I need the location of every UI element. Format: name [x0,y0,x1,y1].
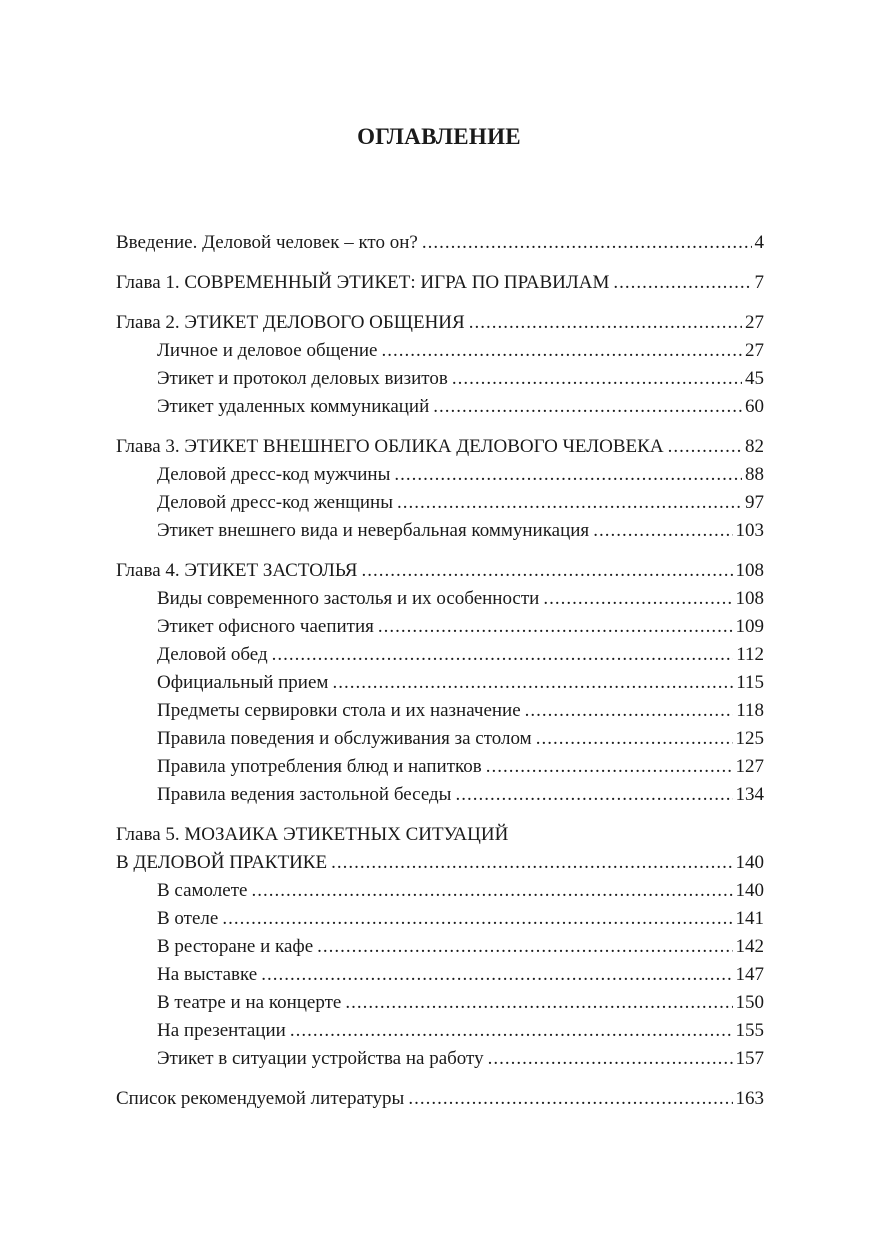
toc-entry-section[interactable] [116,725,764,753]
toc-entry-section[interactable] [116,781,764,809]
dot-leader [469,309,742,337]
toc-entry-section[interactable] [116,933,764,961]
toc-entry-label: Деловой обед [157,644,268,665]
dot-leader [261,961,732,989]
page-title: ОГЛАВЛЕНИЕ [357,124,521,149]
toc-entry-bibliography[interactable] [116,1085,764,1113]
toc-page-number: 125 [735,728,764,749]
dot-leader [397,489,742,517]
toc-entry-label-line-1: Глава 5. МОЗАИКА ЭТИКЕТНЫХ СИТУАЦИЙ [116,824,509,845]
toc-entry-label: В отеле [157,908,219,929]
toc-entry-section[interactable] [116,905,764,933]
toc-entry-label: На презентации [157,1020,286,1041]
dot-leader [361,557,732,585]
toc-page-number: 115 [736,672,764,693]
toc-entry-label: Предметы сервировки стола и их назначение [157,700,521,721]
toc-entry-section[interactable] [116,669,764,697]
dot-leader [593,517,732,545]
toc-page-number: 140 [735,852,764,873]
toc-entry-label-line-2 [116,849,764,877]
toc-page-number: 163 [735,1088,764,1109]
toc-page-number: 7 [754,272,764,293]
dot-leader [272,641,734,669]
dot-leader [525,697,734,725]
toc-entry-section[interactable] [116,697,764,725]
toc-entry-label: Правила поведения и обслуживания за столом [157,728,532,749]
toc-entry-label: Правила употребления блюд и напитков [157,756,482,777]
toc-entry-section[interactable] [116,961,764,989]
toc-entry-section[interactable] [116,613,764,641]
toc-entry-label: Этикет офисного чаепития [157,616,374,637]
toc-page-number: 82 [745,436,764,457]
dot-leader [331,849,732,877]
toc-page-number: 142 [735,936,764,957]
toc-entry-section[interactable] [116,1017,764,1045]
toc-entry-label: Деловой дресс-код женщины [157,492,393,513]
table-of-contents [116,229,764,1113]
toc-entry-chapter-5[interactable] [116,821,764,877]
toc-entry-section[interactable] [116,989,764,1017]
toc-entry-label: Этикет удаленных коммуникаций [157,396,430,417]
toc-entry-label: Этикет и протокол деловых визитов [157,368,448,389]
toc-page-number: 109 [735,616,764,637]
toc-page-number: 157 [735,1048,764,1069]
toc-entry-label: В ДЕЛОВОЙ ПРАКТИКЕ [116,852,328,873]
dot-leader [488,1045,733,1073]
toc-page-number: 45 [745,368,764,389]
toc-page-number: 134 [735,784,764,805]
toc-entry-label: Личное и деловое общение [157,340,378,361]
toc-entry-label: Список рекомендуемой литературы [116,1088,405,1109]
toc-page-number: 140 [735,880,764,901]
dot-leader [378,613,733,641]
toc-entry-label: Глава 3. ЭТИКЕТ ВНЕШНЕГО ОБЛИКА ДЕЛОВОГО ЧЕЛОВЕКА [116,436,664,457]
toc-entry-section[interactable] [116,461,764,489]
toc-entry-section[interactable] [116,517,764,545]
toc-entry-section[interactable] [116,753,764,781]
dot-leader [422,229,752,257]
toc-page-number: 97 [745,492,764,513]
toc-page-number: 147 [735,964,764,985]
toc-entry-label: Виды современного застолья и их особенности [157,588,540,609]
toc-page-number: 27 [745,312,764,333]
dot-leader [394,461,742,489]
toc-entry-label: Правила ведения застольной беседы [157,784,452,805]
dot-leader [452,365,742,393]
toc-entry-label: Официальный прием [157,672,329,693]
toc-entry-label: Глава 2. ЭТИКЕТ ДЕЛОВОГО ОБЩЕНИЯ [116,312,465,333]
toc-entry-introduction[interactable] [116,229,764,257]
toc-page-number: 150 [735,992,764,1013]
toc-entry-section[interactable] [116,365,764,393]
toc-entry-chapter-3[interactable] [116,433,764,461]
toc-entry-section[interactable] [116,877,764,905]
toc-page-number: 60 [745,396,764,417]
toc-entry-section[interactable] [116,489,764,517]
dot-leader [613,269,751,297]
dot-leader [332,669,733,697]
toc-entry-label: Глава 1. СОВРЕМЕННЫЙ ЭТИКЕТ: ИГРА ПО ПРАВИЛАМ [116,272,610,293]
toc-page-number: 112 [736,644,764,665]
dot-leader [536,725,733,753]
toc-entry-label: В театре и на концерте [157,992,342,1013]
toc-entry-label: Введение. Деловой человек – кто он? [116,232,418,253]
toc-entry-chapter-4[interactable] [116,557,764,585]
dot-leader [381,337,742,365]
toc-entry-chapter-2[interactable] [116,309,764,337]
toc-entry-label: Этикет в ситуации устройства на работу [157,1048,484,1069]
toc-page-number: 108 [735,588,764,609]
dot-leader [486,753,733,781]
dot-leader [433,393,742,421]
toc-entry-label: На выставке [157,964,258,985]
toc-entry-section[interactable] [116,585,764,613]
toc-entry-section[interactable] [116,337,764,365]
toc-entry-label: Этикет внешнего вида и невербальная коммуникация [157,520,590,541]
dot-leader [408,1085,732,1113]
dot-leader [317,933,732,961]
toc-entry-chapter-1[interactable] [116,269,764,297]
dot-leader [345,989,732,1017]
toc-page-number: 127 [735,756,764,777]
toc-entry-section[interactable] [116,1045,764,1073]
toc-entry-section[interactable] [116,393,764,421]
dot-leader [543,585,732,613]
toc-page-number: 103 [735,520,764,541]
toc-page-number: 4 [754,232,764,253]
toc-entry-section[interactable] [116,641,764,669]
dot-leader [290,1017,733,1045]
dot-leader [455,781,732,809]
toc-page-number: 155 [735,1020,764,1041]
toc-entry-label: Глава 4. ЭТИКЕТ ЗАСТОЛЬЯ [116,560,358,581]
toc-entry-label: Деловой дресс-код мужчины [157,464,391,485]
toc-page-number: 27 [745,340,764,361]
toc-entry-label: В ресторане и кафе [157,936,314,957]
toc-page-number: 141 [735,908,764,929]
dot-leader [251,877,732,905]
toc-page-number: 118 [736,700,764,721]
toc-page-number: 108 [735,560,764,581]
toc-entry-label: В самолете [157,880,248,901]
toc-page-number: 88 [745,464,764,485]
dot-leader [668,433,742,461]
dot-leader [222,905,732,933]
